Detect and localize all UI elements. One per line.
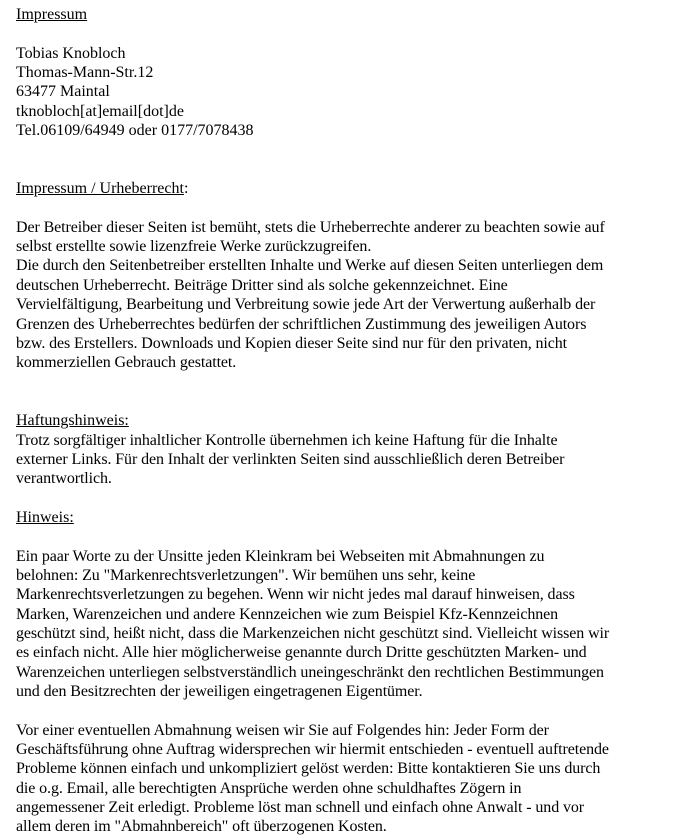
paragraph-line: bzw. des Erstellers. Downloads und Kopien dieser Seite sind nur für den privaten, nicht [16,334,568,352]
spacer [16,701,685,720]
paragraph-line: Probleme können einfach und unkompliziert gelöst werden: Bitte kontaktieren Sie uns durch [16,760,601,778]
paragraph-line: kommerziellen Gebrauch gestattet. [16,354,237,372]
paragraph-line: deutschen Urheberrecht. Beiträge Dritter sind als solche gekennzeichnet. Eine [16,276,508,294]
spacer [16,24,685,43]
haftung-heading: Haftungshinweis: [16,412,129,430]
haftung-paragraph [16,431,685,489]
paragraph-line: selbst erstellte sowie lizenzfreie Werke zurückzugreifen. [16,238,372,256]
impressum-heading: Impressum [16,6,88,23]
hinweis-heading-line [16,508,685,527]
paragraph-line: Warenzeichen unterliegen selbstverständlich uneingeschränkt den rechtlichen Bestimmungen [16,663,604,681]
paragraph-line: allem deren im "Abmahnbereich" oft überzogenen Kosten. [16,818,387,836]
paragraph-line: angemessener Zeit erledigt. Probleme löst man schnell und einfach ohne Anwalt - und vor [16,799,585,817]
address-name: Tobias Knobloch [16,44,126,62]
spacer [16,140,685,159]
paragraph-line: geschützt sind, heißt nicht, dass die Markenzeichen nicht geschützt sind. Vielleicht wissen wir [16,625,610,642]
paragraph-line: belohnen: Zu "Markenrechtsverletzungen". Wir bemühen uns sehr, keine [16,566,476,584]
address-phone: Tel.06109/64949 oder 0177/7078438 [16,122,254,140]
spacer [16,160,685,179]
paragraph-line: die o.g. Email, alle berechtigten Ansprüche werden ohne schuldhaftes Zögern in [16,779,522,797]
paragraph-line: Geschäftsführung ohne Auftrag widersprechen wir hiermit entschieden - eventuell auftretende [16,741,609,759]
spacer [16,392,685,411]
paragraph-line: Vor einer eventuellen Abmahnung weisen wir Sie auf Folgendes hin: Jeder Form der [16,721,549,739]
urheberrecht-heading-colon: : [183,180,189,198]
hinweis-heading: Hinweis: [16,508,74,526]
paragraph-line: es einfach nicht. Alle hier möglicherweise genannte durch Dritte geschützten Marken- und [16,644,587,662]
haftung-heading-line [16,411,685,430]
paragraph-line: Vervielfältigung, Bearbeitung und Verbreitung sowie jede Art der Verwertung außerhalb der [16,296,596,314]
urheberrecht-heading-line [16,179,685,198]
hinweis-paragraph-2 [16,721,685,837]
impressum-heading-line [16,5,685,24]
spacer [16,198,685,217]
paragraph-line: und den Besitzrechten der jeweiligen eingetragenen Eigentümer. [16,683,423,701]
address-street: Thomas-Mann-Str.12 [16,64,154,82]
paragraph-line: Trotz sorgfältiger inhaltlicher Kontrolle übernehmen ich keine Haftung für die Inhalte [16,431,558,449]
urheberrecht-heading: Impressum / Urheberrecht [16,180,184,198]
paragraph-line: Ein paar Worte zu der Unsitte jeden Kleinkram bei Webseiten mit Abmahnungen zu [16,547,545,565]
address-block [16,44,685,141]
urheberrecht-paragraph [16,218,685,373]
paragraph-line: Marken, Warenzeichen und andere Kennzeichen wie zum Beispiel Kfz-Kennzeichnen [16,605,559,623]
hinweis-paragraph-1 [16,547,685,702]
paragraph-line: verantwortlich. [16,470,112,488]
address-city: 63477 Maintal [16,83,110,101]
paragraph-line: Markenrechtsverletzungen zu begehen. Wenn wir nicht jedes mal darauf hinweisen, dass [16,586,575,604]
paragraph-line: Der Betreiber dieser Seiten ist bemüht, stets die Urheberrechte anderer zu beachten sowie auf [16,218,605,236]
paragraph-line: externer Links. Für den Inhalt der verlinkten Seiten sind ausschließlich deren Betreiber [16,450,565,468]
spacer [16,527,685,546]
spacer [16,373,685,392]
spacer [16,489,685,508]
address-email: tknobloch[at]email[dot]de [16,102,184,120]
paragraph-line: Grenzen des Urheberrechtes bedürfen der schriftlichen Zustimmung des jeweiligen Autors [16,315,587,333]
paragraph-line: Die durch den Seitenbetreiber erstellten Inhalte und Werke auf diesen Seiten unterliegen dem [16,257,604,275]
